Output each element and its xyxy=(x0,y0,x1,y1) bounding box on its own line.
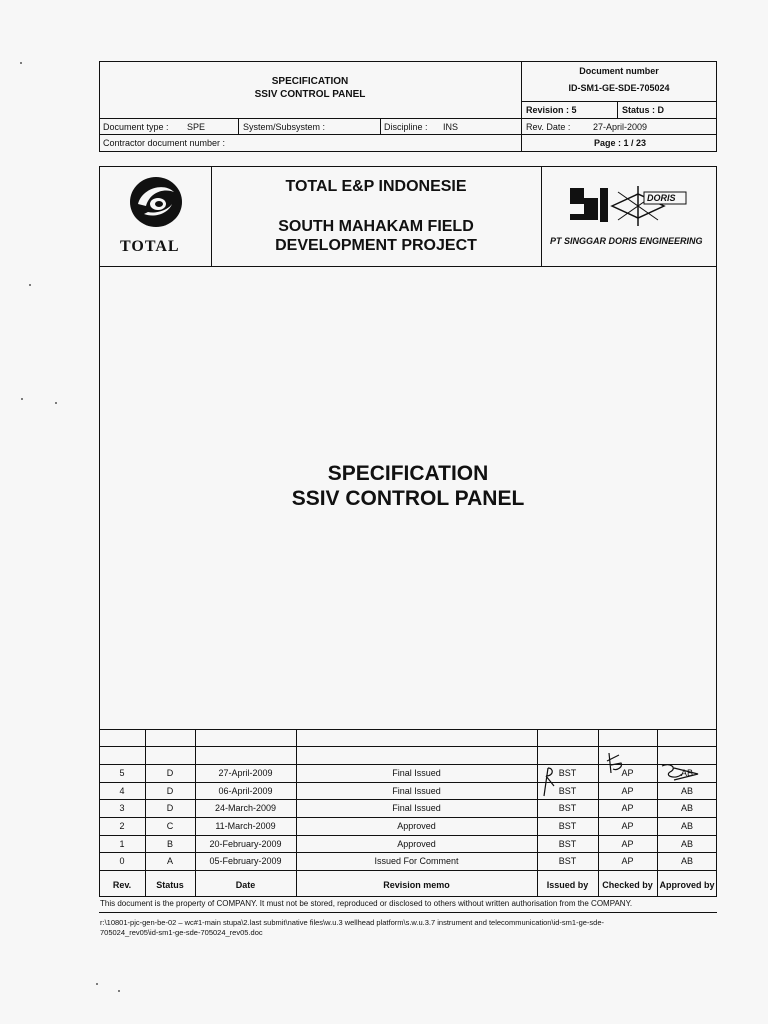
cell-status: D xyxy=(166,786,174,796)
rev-date-label: Rev. Date : xyxy=(526,122,571,132)
cell-approved-by: AB xyxy=(680,821,693,831)
cell-approved-by: AB xyxy=(680,856,693,866)
col-header-rev: Rev. xyxy=(112,880,132,890)
cell-date: 20-February-2009 xyxy=(209,839,282,849)
scan-speck xyxy=(96,983,98,985)
project-line1: SOUTH MAHAKAM FIELD xyxy=(278,218,474,235)
checked-signature-icon xyxy=(603,751,627,775)
cell-checked-by: AP xyxy=(621,803,634,813)
cell-rev: 3 xyxy=(119,803,125,813)
cell-date: 27-April-2009 xyxy=(218,768,273,778)
cell-checked-by: AP xyxy=(621,768,634,778)
scan-speck xyxy=(118,990,120,992)
cell-checked-by: AP xyxy=(621,856,634,866)
singgar-doris-logo-icon xyxy=(568,184,692,230)
total-logo-text: TOTAL xyxy=(120,238,180,255)
cell-checked-by: AP xyxy=(621,821,634,831)
cell-rev: 5 xyxy=(119,768,125,778)
discipline-value: INS xyxy=(443,122,459,132)
cell-memo: Issued For Comment xyxy=(374,856,459,866)
doc-number: ID-SM1-GE-SDE-705024 xyxy=(568,83,670,93)
cell-memo: Final Issued xyxy=(392,786,441,796)
doc-number-label: Document number xyxy=(579,66,659,76)
approved-signature-icon xyxy=(660,762,702,784)
cell-issued-by: BST xyxy=(558,839,577,849)
system-label: System/Subsystem : xyxy=(243,122,326,132)
status-field: Status : D xyxy=(622,105,665,115)
header-title-line2: SSIV CONTROL PANEL xyxy=(254,89,366,100)
cell-rev: 0 xyxy=(119,856,125,866)
header-title-line1: SPECIFICATION xyxy=(271,76,349,87)
cell-memo: Approved xyxy=(397,821,436,831)
cell-rev: 2 xyxy=(119,821,125,831)
revision-field: Revision : 5 xyxy=(526,105,577,115)
col-header-status: Status xyxy=(156,880,184,890)
contractor-label: Contractor document number : xyxy=(103,138,226,148)
page-number: Page : 1 / 23 xyxy=(594,138,647,148)
cell-status: C xyxy=(166,821,174,831)
cell-checked-by: AP xyxy=(621,786,634,796)
cell-status: D xyxy=(166,803,174,813)
cell-approved-by: AB xyxy=(680,839,693,849)
cell-approved-by: AB xyxy=(680,768,693,778)
cell-issued-by: BST xyxy=(558,786,577,796)
scan-speck xyxy=(29,284,31,286)
cell-rev: 4 xyxy=(119,786,125,796)
cell-checked-by: AP xyxy=(621,839,634,849)
cell-memo: Final Issued xyxy=(392,768,441,778)
file-path-line1: r:\10801-pjc-gen-be-02 – wc#1-main stupa\2.last submit\native files\w.u.3 wellhead platform\s.w.u.3.7 instrument and telecommunication\id-sm1-ge-sde- xyxy=(100,918,604,927)
col-header-date: Date xyxy=(235,880,256,890)
cell-issued-by: BST xyxy=(558,821,577,831)
doc-type-value: SPE xyxy=(187,122,206,132)
project-company: TOTAL E&P INDONESIE xyxy=(285,178,467,195)
cell-status: A xyxy=(166,856,173,866)
main-title-line1: SPECIFICATION xyxy=(327,462,489,485)
cell-issued-by: BST xyxy=(558,768,577,778)
cell-approved-by: AB xyxy=(680,803,693,813)
main-title-line2: SSIV CONTROL PANEL xyxy=(291,487,525,510)
discipline-label: Discipline : xyxy=(384,122,428,132)
cell-rev: 1 xyxy=(119,839,125,849)
col-header-approved: Approved by xyxy=(659,880,715,890)
singgar-doris-text: PT SINGGAR DORIS ENGINEERING xyxy=(550,236,703,246)
col-header-issued: Issued by xyxy=(546,880,589,890)
cell-memo: Final Issued xyxy=(392,803,441,813)
scan-speck xyxy=(20,62,22,64)
scan-speck xyxy=(55,402,57,404)
cell-issued-by: BST xyxy=(558,803,577,813)
cell-date: 11-March-2009 xyxy=(215,821,276,831)
scan-speck xyxy=(21,398,23,400)
col-header-checked: Checked by xyxy=(602,880,653,890)
cell-date: 24-March-2009 xyxy=(214,803,277,813)
cell-date: 05-February-2009 xyxy=(209,856,282,866)
col-header-memo: Revision memo xyxy=(383,880,450,890)
total-logo-icon xyxy=(124,174,188,232)
cell-status: D xyxy=(166,768,174,778)
cell-approved-by: AB xyxy=(680,786,693,796)
cell-issued-by: BST xyxy=(558,856,577,866)
project-line2: DEVELOPMENT PROJECT xyxy=(275,237,477,254)
doris-brand: DORIS xyxy=(647,193,676,203)
cell-memo: Approved xyxy=(397,839,436,849)
doc-type-label: Document type : xyxy=(103,122,169,132)
cell-date: 06-April-2009 xyxy=(218,786,273,796)
rev-date-value: 27-April-2009 xyxy=(593,122,648,132)
issued-signature-icon xyxy=(540,764,558,798)
cell-status: B xyxy=(166,839,173,849)
file-path-line2: 705024_rev05\id-sm1-ge-sde-705024_rev05.doc xyxy=(100,928,263,937)
property-note: This document is the property of COMPANY. It must not be stored, reproduced or disclosed to others without written authorisation from the COMPANY. xyxy=(100,899,633,908)
